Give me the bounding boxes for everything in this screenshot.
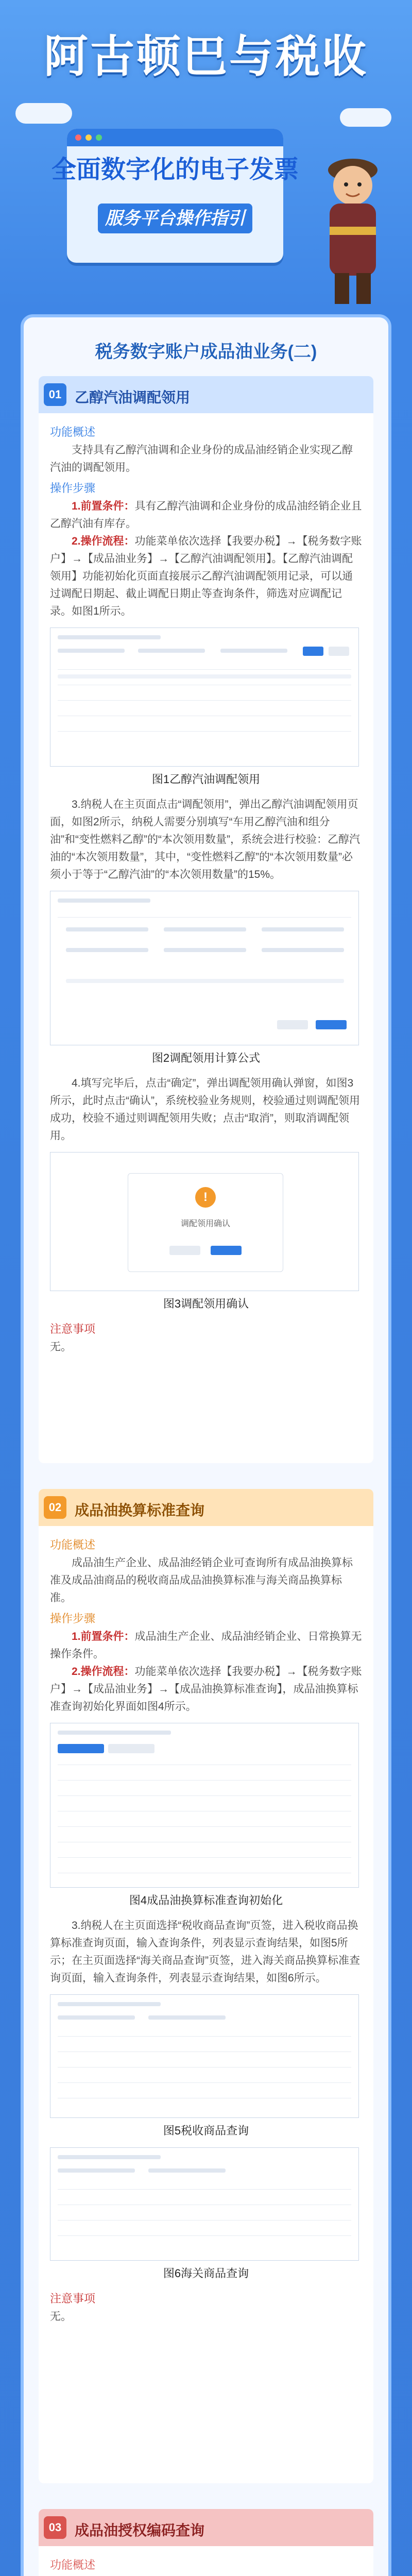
step-key: 2.操作流程：: [72, 535, 135, 547]
func-text: 支持具有乙醇汽油调和企业身份的成品油经销企业实现乙醇汽油的调配领用。: [50, 444, 353, 473]
note-text: 无。: [50, 1341, 72, 1353]
screenshot-figure-5: [50, 1994, 359, 2118]
screenshot-figure-2: [50, 891, 359, 1045]
note-label: 注意事项: [50, 2292, 96, 2305]
step-4: 4.填写完毕后，点击“确定”，弹出调配领用确认弹窗，如图3所示，此时点击“确认”，系统校验业务规则，校验通过则调配领用成功，校验不通过则调配领用失败；点击“取消”，则取消调配领用。: [50, 1077, 360, 1142]
step-1: [50, 1628, 362, 1663]
note-text: 无。: [50, 2311, 72, 2323]
step-text: 功能菜单依次选择【我要办税】→【税务数字账户】→【成品油业务】→【成品油换算标准查询】，成品油换算标准查询初始化界面如图4所示。: [50, 1666, 362, 1713]
figure-caption: 图5税收商品查询: [163, 2124, 249, 2137]
step-text: 功能菜单依次选择【我要办税】→【税务数字账户】→【成品油业务】→【乙醇汽油调配领用】。【乙醇汽油调配领用】功能初始化页面直接展示乙醇汽油调配领用记录，可以通过调配日期起、截止调配日期止等查询条件，筛选对应调配记录。如图1所示。: [50, 535, 362, 617]
func-label: 功能概述: [50, 426, 96, 438]
section-header: [39, 1489, 373, 1526]
figure-caption: 图2调配领用计算公式: [151, 1052, 261, 1064]
browser-illustration: [67, 129, 283, 263]
section-body: [39, 413, 373, 1363]
step-3: 3.纳税人在主页面选择“税收商品查询”页签，进入税收商品换算标准查询页面，输入查询条件，列表显示查询结果，如图5所示；在主页面选择“海关商品查询”页签，进入海关商品换算标准查询页面，输入查询条件，列表显示查询结果，如图6所示。: [50, 1920, 360, 1984]
screenshot-figure-4: [50, 1723, 359, 1888]
step-3: 3.纳税人在主页面点击“调配领用”，弹出乙醇汽油调配领用页面，如图2所示，纳税人需要分别填写“车用乙醇汽油和组分油”和“变性燃料乙醇”的“本次领用数量”，系统会进行校验：乙醇汽油的“本次领用数量”，其中，“变性燃料乙醇”的“本次领用数量”必须小于等于“乙醇汽油”的“本次领用数量”的15%。: [50, 799, 360, 880]
tibetan-character-illustration: [309, 139, 397, 309]
step-text: 具有乙醇汽油调和企业身份的成品油经销企业且乙醇汽油有库存。: [50, 500, 362, 530]
section-title: 成品油授权编码查询: [75, 2522, 205, 2538]
figure-caption: 图3调配领用确认: [163, 1297, 249, 1310]
screenshot-figure-6: [50, 2147, 359, 2261]
dialog-text: 调配领用确认: [180, 1219, 230, 1228]
func-text: 成品油生产企业、成品油经销企业可查询所有成品油换算标准及成品油商品的税收商品成品油换算标准与海关商品换算标准。: [50, 1557, 353, 1604]
dot-icon: [75, 134, 81, 141]
confirm-dialog: [128, 1173, 283, 1272]
section-02: [39, 1489, 373, 2483]
cloud-decoration: [340, 108, 391, 127]
section-header: [39, 376, 373, 413]
note-label: 注意事项: [50, 1323, 96, 1335]
step-2: [50, 533, 362, 620]
step-1: [50, 498, 362, 533]
figure-caption: 图4成品油换算标准查询初始化: [129, 1894, 283, 1907]
slogan-main: 全面数字化的电子发票: [51, 156, 299, 183]
section-01: [39, 376, 373, 1463]
section-header: [39, 2509, 373, 2546]
section-body: [39, 2546, 373, 2576]
step-2: [50, 1663, 362, 1716]
steps-label: 操作步骤: [50, 482, 96, 495]
page-subtitle: 税务数字账户成品油业务(二): [95, 342, 317, 362]
section-03: [39, 2509, 373, 2576]
step-key: 1.前置条件：: [72, 1631, 135, 1642]
step-key: 1.前置条件：: [72, 500, 135, 512]
figure-caption: 图6海关商品查询: [163, 2267, 249, 2280]
func-label: 功能概述: [50, 1538, 96, 1551]
steps-label: 操作步骤: [50, 1612, 96, 1625]
dot-icon: [85, 134, 92, 141]
browser-bar: [67, 129, 283, 146]
section-number: 01: [44, 383, 66, 406]
header-banner: [0, 0, 412, 330]
step-key: 2.操作流程：: [72, 1666, 135, 1677]
section-title: 乙醇汽油调配领用: [75, 389, 191, 405]
func-label: 功能概述: [50, 2558, 96, 2571]
screenshot-figure-3: [50, 1152, 359, 1291]
warning-icon: !: [195, 1187, 216, 1208]
screenshot-figure-1: [50, 628, 359, 767]
figure-caption: 图1乙醇汽油调配领用: [151, 773, 261, 786]
section-number: 02: [44, 1496, 66, 1519]
section-body: [39, 1526, 373, 2333]
section-title: 成品油换算标准查询: [75, 1502, 205, 1518]
page-title: 阿古顿巴与税收: [44, 32, 368, 81]
cloud-decoration: [15, 103, 72, 124]
dot-icon: [96, 134, 102, 141]
step-text: 成品油生产企业、成品油经销企业、日常换算无操作条件。: [50, 1631, 362, 1660]
section-number: 03: [44, 2516, 66, 2539]
slogan-sub: 服务平台操作指引: [98, 204, 252, 233]
